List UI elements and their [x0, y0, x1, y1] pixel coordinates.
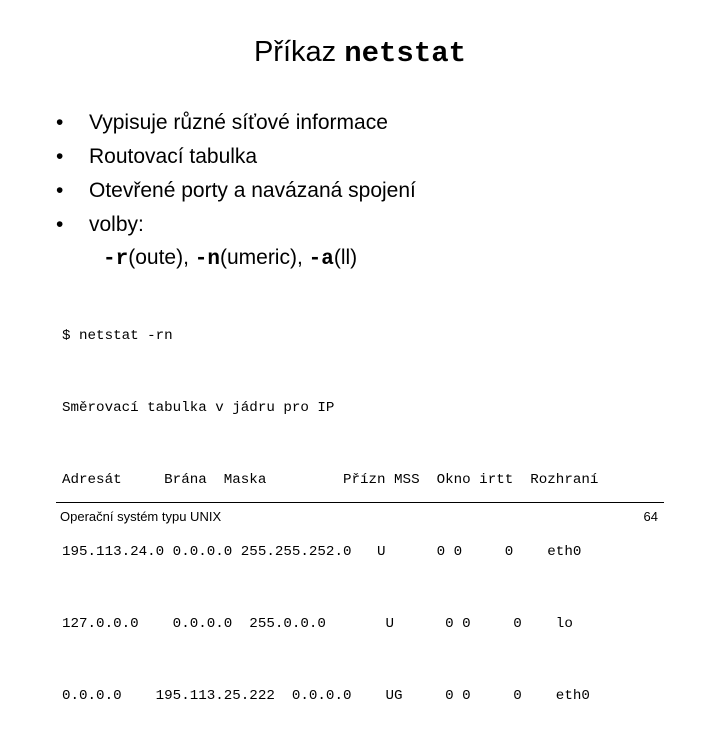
terminal-command: $ netstat -rn [62, 328, 173, 344]
bullet-item [56, 140, 416, 174]
option-desc: (ll) [333, 246, 358, 269]
bullet-text: Routovací tabulka [89, 145, 258, 168]
option-flag: -n [194, 248, 220, 271]
terminal-table-row: 127.0.0.0 0.0.0.0 255.0.0.0 U 0 0 0 lo [62, 616, 573, 632]
bullet-item [56, 106, 416, 140]
page-number: 64 [643, 509, 658, 524]
title-text: Příkaz [253, 36, 345, 68]
bullet-item [56, 174, 416, 208]
footer-text: Operační systém typu UNIX [60, 509, 222, 524]
bullet-text: Vypisuje různé síťové informace [89, 111, 388, 134]
bullet-list [56, 106, 416, 242]
bullet-dot: • [56, 213, 64, 236]
option-flag: -r [103, 248, 129, 271]
bullet-dot: • [56, 179, 64, 202]
terminal-table-header: Adresát Brána Maska Přízn MSS Okno irtt Rozhraní [62, 472, 599, 488]
options-line [103, 241, 357, 277]
bullet-item [56, 208, 416, 242]
option-desc: (oute), [128, 246, 195, 269]
bullet-text: Otevřené porty a navázaná spojení [89, 179, 416, 202]
bullet-dot: • [56, 145, 64, 168]
bullet-dot: • [56, 111, 64, 134]
slide-title [0, 34, 720, 72]
terminal-table-row: 195.113.24.0 0.0.0.0 255.255.252.0 U 0 0 0 eth0 [62, 544, 582, 560]
terminal-table-row: 0.0.0.0 195.113.25.222 0.0.0.0 UG 0 0 0 eth0 [62, 688, 590, 704]
terminal-output [62, 276, 598, 732]
footer-divider [56, 502, 664, 503]
title-command: netstat [344, 37, 467, 70]
option-desc: (umeric), [219, 246, 309, 269]
option-flag: -a [308, 248, 334, 271]
terminal-heading: Směrovací tabulka v jádru pro IP [62, 400, 335, 416]
bullet-text: volby: [89, 213, 144, 236]
